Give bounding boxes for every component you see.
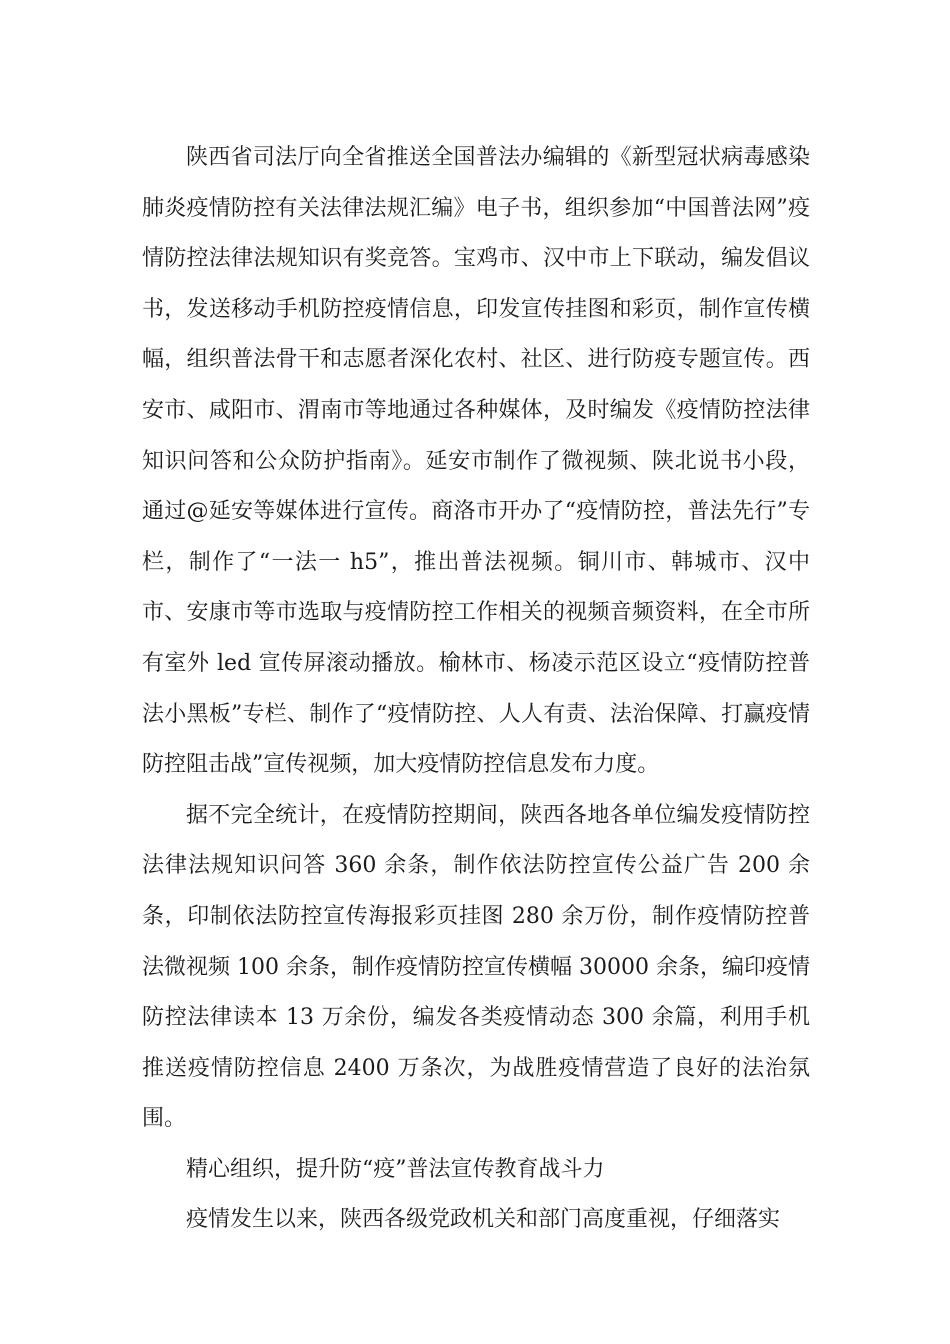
body-paragraph-3: 疫情发生以来，陕西各级党政机关和部门高度重视，仔细落实 — [186, 1207, 781, 1233]
body-paragraph-2: 据不完全统计，在疫情防控期间，陕西各地各单位编发疫情防控法律法规知识问答 360 余条，制作依法防控宣传公益广告 200 余条，印制依法防控宣传海报彩页挂图 280 余万份，制作疫情防控普法微视频 100 余条，制作疫情防控宣传横幅 30000 余条，编印疫情防控法律读本 13 万余份，编发各类疫情动态 300 余篇，利用手机推送疫情防控信息 2400 万条次，为战胜疫情营造了良好的法治氛围。 — [142, 802, 810, 1132]
document-page — [142, 133, 810, 1246]
body-paragraph-1: 陕西省司法厅向全省推送全国普法办编辑的《新型冠状病毒感染肺炎疫情防控有关法律法规汇编》电子书，组织参加“中国普法网”疫情防控法律法规知识有奖竞答。宝鸡市、汉中市上下联动，编发倡议书，发送移动手机防控疫情信息，印发宣传挂图和彩页，制作宣传横幅，组织普法骨干和志愿者深化农村、社区、进行防疫专题宣传。西安市、咸阳市、渭南市等地通过各种媒体，及时编发《疫情防控法律知识问答和公众防护指南》。延安市制作了微视频、陕北说书小段，通过@延安等媒体进行宣传。商洛市开办了“疫情防控，普法先行”专栏，制作了“一法一 h5”，推出普法视频。铜川市、韩城市、汉中市、安康市等市选取与疫情防控工作相关的视频音频资料，在全市所有室外 led 宣传屏滚动播放。榆林市、杨凌示范区设立“疫情防控普法小黑板”专栏、制作了“疫情防控、人人有责、法治保障、打赢疫情防控阻击战”宣传视频，加大疫情防控信息发布力度。 — [142, 145, 810, 778]
section-heading: 精心组织，提升防“疫”普法宣传教育战斗力 — [186, 1156, 605, 1182]
